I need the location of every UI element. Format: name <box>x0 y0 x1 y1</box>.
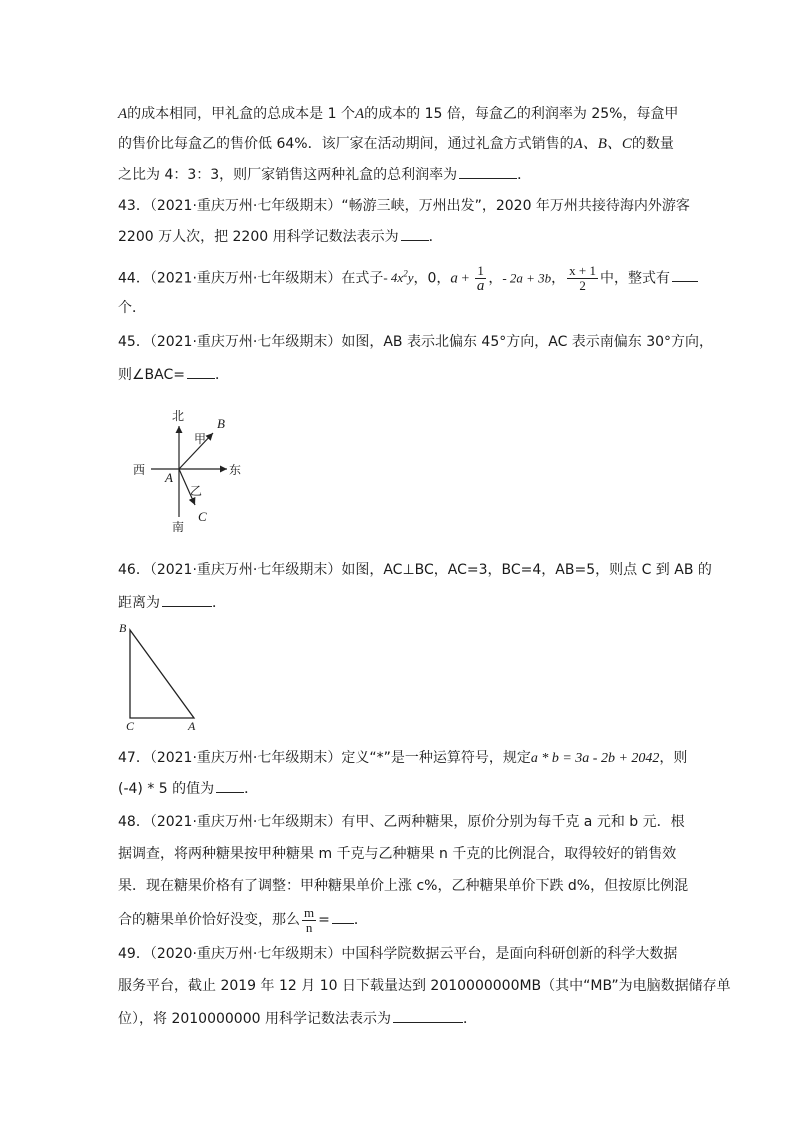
fraction-m-over-n: $\frac{m}{n}$ <box>304 904 315 935</box>
answer-blank[interactable] <box>401 226 429 241</box>
q45-line-1: 45．（2021·重庆万州·七年级期末）如图，AB 表示北偏东 45°方向，AC 表示南偏东 30°方向， <box>118 334 714 350</box>
q48-line-4: 合的糖果单价恰好没变，那么 $\frac{m}{n}$ = ． <box>118 904 368 935</box>
answer-blank[interactable] <box>187 364 215 379</box>
q45-line-2: 则∠BAC= ． <box>118 364 229 385</box>
var-a: A <box>118 106 128 122</box>
answer-blank[interactable] <box>332 909 354 924</box>
q47-line-2: (-4) * 5 的值为 ． <box>118 778 258 799</box>
q47-line-1: 47．（2021·重庆万州·七年级期末）定义“*”是一种运算符号，规定a * b = 3a - 2b + 2042，则 <box>118 750 688 766</box>
q46-line-2: 距离为 ． <box>118 592 226 613</box>
triangle-figure <box>118 620 208 736</box>
intro-line-2: 的售价比每盒乙的售价低 64%．该厂家在活动期间，通过礼盒方式销售的A、B、C的数量 <box>118 136 674 152</box>
formula: a * b = 3a - 2b + 2042 <box>530 751 660 766</box>
answer-blank[interactable] <box>162 592 212 607</box>
q48-line-3: 果．现在糖果价格有了调整：甲种糖果单价上涨 c%，乙种糖果单价下跌 d%，但按原比例混 <box>118 878 689 894</box>
label-point-c: C <box>126 719 135 733</box>
label-point-b: B <box>119 621 127 635</box>
answer-blank[interactable] <box>672 267 698 282</box>
fraction-1-over-a: $\frac{1}{a}$ <box>476 262 485 294</box>
label-yi: 乙 <box>190 484 203 498</box>
q48-line-2: 据调查，将两种糖果按甲种糖果 m 千克与乙种糖果 n 千克的比例混合，取得较好的销售效 <box>118 846 677 862</box>
answer-blank[interactable] <box>216 778 244 793</box>
label-east: 东 <box>229 463 242 477</box>
q46-line-1: 46．（2021·重庆万州·七年级期末）如图，AC⊥BC，AC=3，BC=4，AB=5，则点 C 到 AB 的 <box>118 562 712 578</box>
intro-line-1: A的成本相同，甲礼盒的总成本是 1 个A的成本的 15 倍，每盒乙的利润率为 25%，每盒甲 <box>118 106 679 122</box>
label-north: 北 <box>172 409 185 423</box>
q48-line-1: 48．（2021·重庆万州·七年级期末）有甲、乙两种糖果，原价分别为每千克 a 元和 b 元．根 <box>118 814 685 830</box>
answer-blank[interactable] <box>393 1008 463 1023</box>
q44-line-2: 个． <box>118 300 146 316</box>
label-point-a: A <box>165 470 173 485</box>
q43-line-2: 2200 万人次，把 2200 用科学记数法表示为 ． <box>118 226 443 247</box>
q49-line-2: 服务平台，截止 2019 年 12 月 10 日下载量达到 2010000000MB（其中“MB”为电脑数据储存单 <box>118 978 731 994</box>
label-point-a: A <box>188 719 196 733</box>
label-jia: 甲 <box>194 432 207 446</box>
answer-blank[interactable] <box>459 164 517 179</box>
triangle-abc <box>130 630 194 718</box>
label-west: 西 <box>133 463 146 477</box>
intro-line-3: 之比为 4：3：3，则厂家销售这两种礼盒的总利润率为 ． <box>118 164 531 185</box>
compass-figure <box>125 402 255 537</box>
label-point-b: B <box>217 416 225 431</box>
label-point-c: C <box>198 509 207 524</box>
fraction-x-plus-1-over-2: $\frac{x + 1}{2}$ <box>569 262 597 293</box>
label-south: 南 <box>172 520 185 534</box>
q49-line-1: 49．（2020·重庆万州·七年级期末）中国科学院数据云平台，是面向科研创新的科学大数据 <box>118 946 678 962</box>
q49-line-3: 位），将 2010000000 用科学记数法表示为 ． <box>118 1008 477 1029</box>
q43-line-1: 43．（2021·重庆万州·七年级期末）“畅游三峡，万州出发”，2020 年万州共接待海内外游客 <box>118 198 690 214</box>
q44-line-1: 44．（2021·重庆万州·七年级期末）在式子- $4x^2y$，0，a + $\frac{1}{a}$ ，- 2a + 3b， $\frac{x + 1}{2}$ 中，整式有 <box>118 258 698 295</box>
